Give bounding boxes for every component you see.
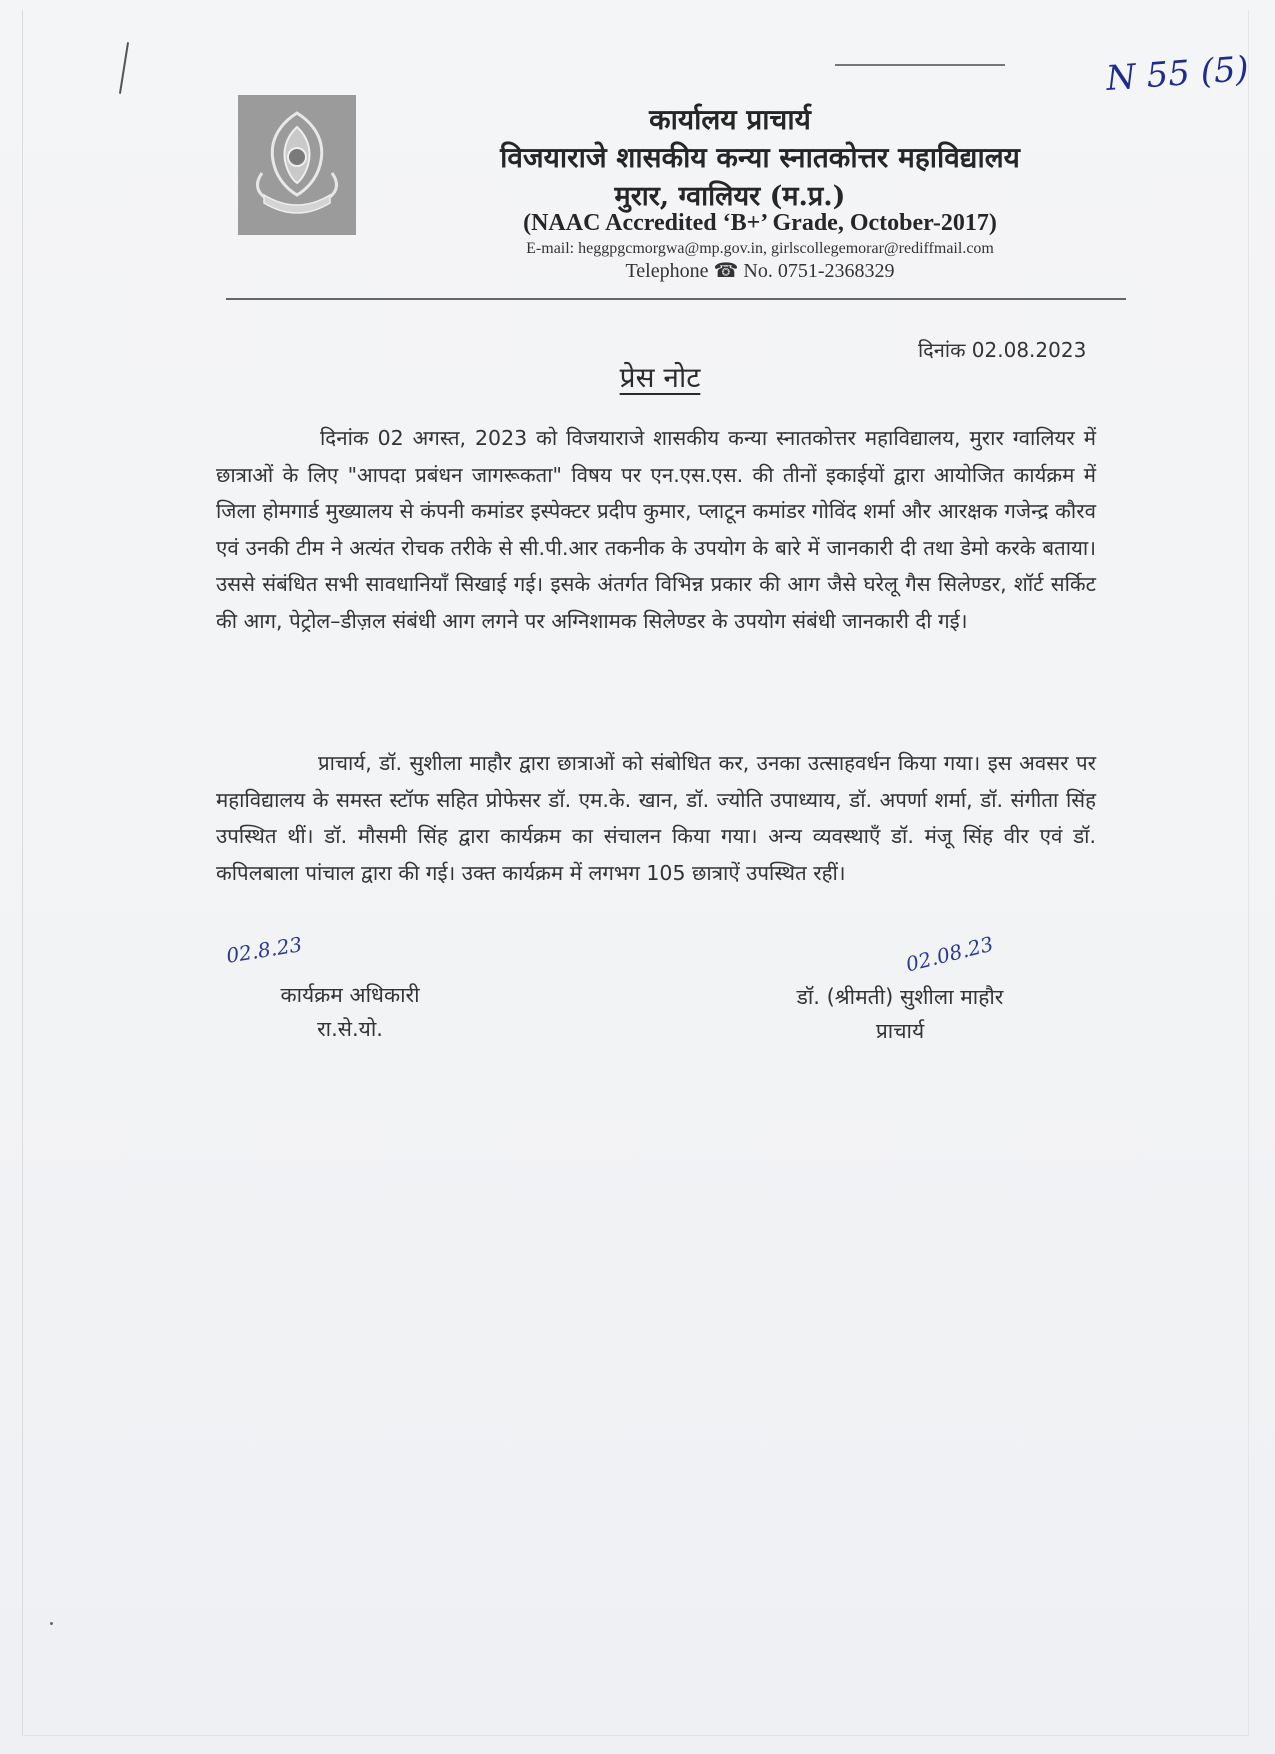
body-paragraph-2: प्राचार्य, डॉ. सुशीला माहौर द्वारा छात्राओं को संबोधित कर, उनका उत्साहवर्धन किया गया। इस अवसर पर महाविद्यालय के समस्त स्टॉफ सहित प्रोफेसर डॉ. एम.के. खान, डॉ. ज्योति उपाध्याय, डॉ. अपर्णा शर्मा, डॉ. संगीता सिंह उपस्थित थीं। डॉ. मौसमी सिंह द्वारा कार्यक्रम का संचालन किया गया। अन्य व्यवस्थाएँ डॉ. मंजू सिंह वीर एवं डॉ. कपिलबाला पांचाल द्वारा की गई। उक्त कार्यक्रम में लगभग 105 छात्राऐं उपस्थित रहीं। xyxy=(216,751,1096,885)
signatory-unit: रा.से.यो. xyxy=(317,1017,383,1041)
handwritten-signature-right: 02.08.23 xyxy=(903,931,996,977)
office-title: कार्यालय प्राचार्य xyxy=(649,103,811,136)
emblem-icon xyxy=(238,95,356,235)
contact-email: E-mail: heggpgcmorgwa@mp.gov.in, girlscollegemorar@rediffmail.com xyxy=(526,240,994,257)
naac-accreditation: (NAAC Accredited ‘B+’ Grade, October-2017) xyxy=(523,210,997,236)
handwritten-page-number: N 55 (5) xyxy=(1104,49,1251,99)
body-paragraph-1: दिनांक 02 अगस्त, 2023 को विजयाराजे शासकीय कन्या स्नातकोत्तर महाविद्यालय, मुरार ग्वालियर में छात्राओं के लिए "आपदा प्रबंधन जागरूकता" विषय पर एन.एस.एस. की तीनों इकाईयों द्वारा आयोजित कार्यक्रम में जिला होमगार्ड मुख्यालय से कंपनी कमांडर इस्पेक्टर प्रदीप कुमार, प्लाटून कमांडर गोविंद शर्मा और आरक्षक गजेन्द्र कौरव एवं उनकी टीम ने अत्यंत रोचक तरीके से सी.पी.आर तकनीक के उपयोग के बारे में जानकारी दी तथा डेमो करके बताया। उससे संबंधित सभी सावधानियाँ सिखाई गई। इसके अंतर्गत विभिन्न प्रकार की आग जैसे घरेलू गैस सिलेण्डर, शॉर्ट सर्किट की आग, पेट्रोल–डीज़ल संबंधी आग लगने पर अग्निशामक सिलेण्डर के उपयोग संबंधी जानकारी दी गई। xyxy=(216,426,1096,633)
handwritten-signature-left: 02.8.23 xyxy=(224,932,304,968)
signatory-designation: कार्यक्रम अधिकारी xyxy=(280,983,420,1007)
college-location: मुरार, ग्वालियर (म.प्र.) xyxy=(614,181,846,212)
document-date: दिनांक 02.08.2023 xyxy=(918,338,1087,362)
signature-block-right xyxy=(740,980,1060,1048)
signatory-name: डॉ. (श्रीमती) सुशीला माहौर xyxy=(796,985,1004,1009)
top-rule xyxy=(835,64,1005,66)
scan-speck xyxy=(50,1622,53,1625)
college-name: विजयाराजे शासकीय कन्या स्नातकोत्तर महाविद्यालय xyxy=(500,141,1020,174)
contact-telephone: Telephone ☎ No. 0751-2368329 xyxy=(625,260,895,282)
signature-block-left xyxy=(240,978,460,1046)
signatory-designation: प्राचार्य xyxy=(875,1019,925,1043)
document-title: प्रेस नोट xyxy=(619,361,701,394)
header-divider xyxy=(226,298,1126,300)
college-emblem xyxy=(238,95,356,235)
